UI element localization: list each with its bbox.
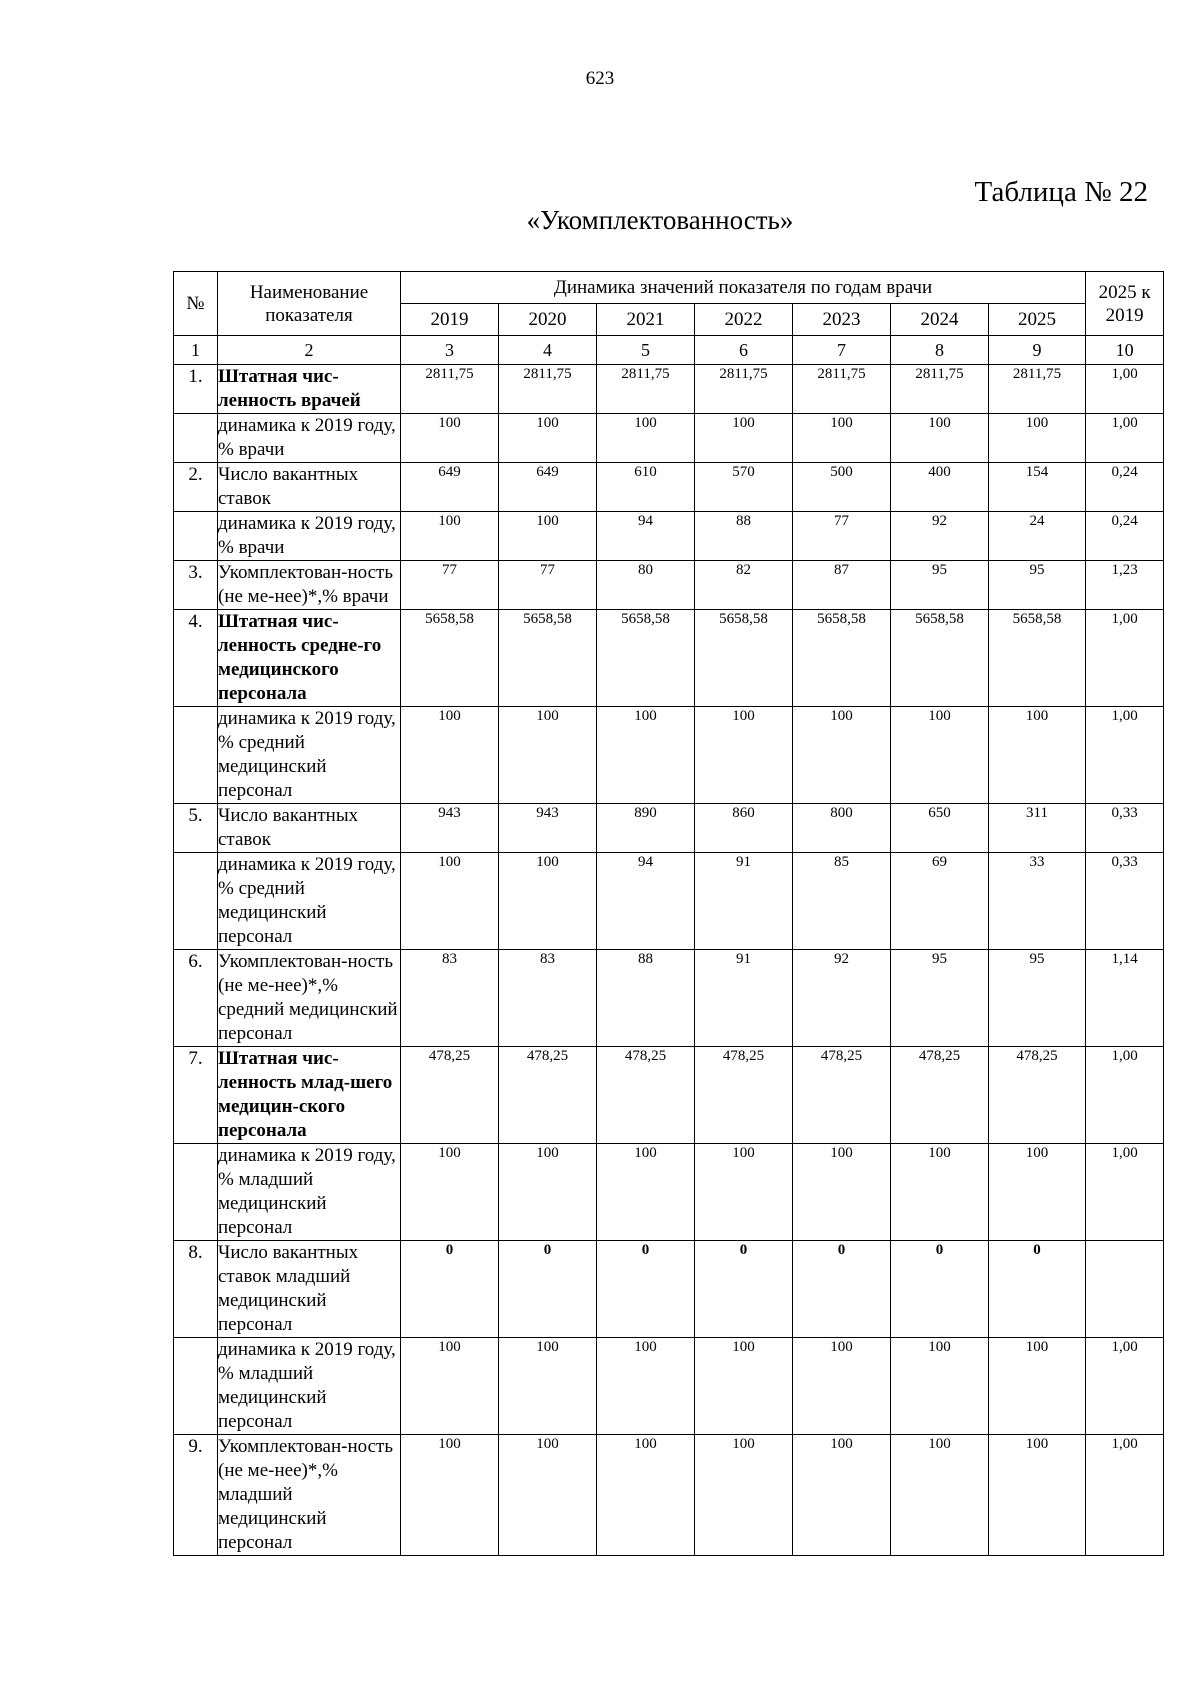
value-2025: 95 bbox=[989, 561, 1086, 610]
column-number: 1 bbox=[174, 336, 218, 365]
value-2025: 100 bbox=[989, 1435, 1086, 1556]
value-2024: 2811,75 bbox=[891, 365, 989, 414]
value-2024: 69 bbox=[891, 853, 989, 950]
value-2021: 94 bbox=[597, 512, 695, 561]
row-number: 7. bbox=[174, 1047, 218, 1144]
ratio-2025-to-2019: 0,33 bbox=[1086, 804, 1164, 853]
value-2020: 100 bbox=[499, 512, 597, 561]
header-name: Наименование показателя bbox=[218, 272, 401, 336]
ratio-2025-to-2019: 1,00 bbox=[1086, 414, 1164, 463]
header-year-2020: 2020 bbox=[499, 304, 597, 336]
value-2021: 100 bbox=[597, 707, 695, 804]
header-year-2024: 2024 bbox=[891, 304, 989, 336]
value-2022: 100 bbox=[695, 1338, 793, 1435]
value-2022: 100 bbox=[695, 414, 793, 463]
value-2025: 33 bbox=[989, 853, 1086, 950]
value-2023: 500 bbox=[793, 463, 891, 512]
value-2022: 82 bbox=[695, 561, 793, 610]
row-number bbox=[174, 1144, 218, 1241]
ratio-2025-to-2019: 1,00 bbox=[1086, 1435, 1164, 1556]
indicator-name: Штатная чис-ленность средне-го медицинского персонала bbox=[218, 610, 401, 707]
indicator-name: Число вакантных ставок bbox=[218, 463, 401, 512]
value-2022: 570 bbox=[695, 463, 793, 512]
table-row bbox=[174, 463, 1164, 512]
value-2022: 91 bbox=[695, 853, 793, 950]
staffing-table bbox=[173, 271, 1164, 1556]
value-2019: 5658,58 bbox=[401, 610, 499, 707]
value-2024: 100 bbox=[891, 1435, 989, 1556]
value-2022: 5658,58 bbox=[695, 610, 793, 707]
ratio-2025-to-2019: 0,33 bbox=[1086, 853, 1164, 950]
value-2023: 0 bbox=[793, 1241, 891, 1338]
value-2025: 0 bbox=[989, 1241, 1086, 1338]
value-2024: 5658,58 bbox=[891, 610, 989, 707]
value-2021: 100 bbox=[597, 1435, 695, 1556]
value-2019: 100 bbox=[401, 512, 499, 561]
table-title: «Укомплектованность» bbox=[526, 205, 794, 235]
table-row bbox=[174, 414, 1164, 463]
page-number: 623 bbox=[585, 68, 615, 89]
ratio-2025-to-2019: 1,00 bbox=[1086, 707, 1164, 804]
value-2021: 0 bbox=[597, 1241, 695, 1338]
value-2020: 100 bbox=[499, 1435, 597, 1556]
value-2021: 100 bbox=[597, 1338, 695, 1435]
table-row bbox=[174, 1241, 1164, 1338]
value-2023: 92 bbox=[793, 950, 891, 1047]
value-2019: 77 bbox=[401, 561, 499, 610]
ratio-2025-to-2019: 1,00 bbox=[1086, 1144, 1164, 1241]
value-2020: 100 bbox=[499, 414, 597, 463]
indicator-name: динамика к 2019 году, % младший медицинский персонал bbox=[218, 1144, 401, 1241]
column-number: 8 bbox=[891, 336, 989, 365]
table-row bbox=[174, 950, 1164, 1047]
value-2022: 0 bbox=[695, 1241, 793, 1338]
value-2019: 83 bbox=[401, 950, 499, 1047]
indicator-name: Укомплектован-ность (не ме-нее)*,% врачи bbox=[218, 561, 401, 610]
header-ratio: 2025 к 2019 bbox=[1086, 272, 1164, 336]
row-number bbox=[174, 707, 218, 804]
value-2020: 478,25 bbox=[499, 1047, 597, 1144]
value-2022: 100 bbox=[695, 1144, 793, 1241]
value-2020: 100 bbox=[499, 1144, 597, 1241]
value-2023: 87 bbox=[793, 561, 891, 610]
value-2022: 100 bbox=[695, 1435, 793, 1556]
value-2020: 0 bbox=[499, 1241, 597, 1338]
table-body bbox=[174, 365, 1164, 1556]
row-number: 8. bbox=[174, 1241, 218, 1338]
value-2023: 5658,58 bbox=[793, 610, 891, 707]
value-2019: 100 bbox=[401, 1435, 499, 1556]
value-2025: 100 bbox=[989, 1144, 1086, 1241]
value-2025: 100 bbox=[989, 414, 1086, 463]
row-number bbox=[174, 414, 218, 463]
indicator-name: динамика к 2019 году, % младший медицинский персонал bbox=[218, 1338, 401, 1435]
value-2019: 0 bbox=[401, 1241, 499, 1338]
value-2020: 100 bbox=[499, 1338, 597, 1435]
row-number: 4. bbox=[174, 610, 218, 707]
value-2023: 77 bbox=[793, 512, 891, 561]
value-2020: 83 bbox=[499, 950, 597, 1047]
value-2023: 85 bbox=[793, 853, 891, 950]
value-2024: 95 bbox=[891, 561, 989, 610]
column-number: 10 bbox=[1086, 336, 1164, 365]
value-2024: 100 bbox=[891, 1338, 989, 1435]
value-2021: 94 bbox=[597, 853, 695, 950]
value-2019: 649 bbox=[401, 463, 499, 512]
table-row bbox=[174, 561, 1164, 610]
indicator-name: Число вакантных ставок bbox=[218, 804, 401, 853]
value-2024: 100 bbox=[891, 707, 989, 804]
row-number: 6. bbox=[174, 950, 218, 1047]
value-2019: 478,25 bbox=[401, 1047, 499, 1144]
column-number: 2 bbox=[218, 336, 401, 365]
value-2019: 943 bbox=[401, 804, 499, 853]
table-row bbox=[174, 707, 1164, 804]
indicator-name: динамика к 2019 году, % средний медицинский персонал bbox=[218, 853, 401, 950]
table-row bbox=[174, 1047, 1164, 1144]
value-2024: 92 bbox=[891, 512, 989, 561]
table-row bbox=[174, 512, 1164, 561]
value-2021: 478,25 bbox=[597, 1047, 695, 1144]
header-year-2019: 2019 bbox=[401, 304, 499, 336]
row-number bbox=[174, 853, 218, 950]
column-number: 5 bbox=[597, 336, 695, 365]
value-2023: 100 bbox=[793, 707, 891, 804]
row-number: 2. bbox=[174, 463, 218, 512]
header-dynamics: Динамика значений показателя по годам врачи bbox=[401, 272, 1086, 304]
header-year-2023: 2023 bbox=[793, 304, 891, 336]
indicator-name: Укомплектован-ность (не ме-нее)*,% младший медицинский персонал bbox=[218, 1435, 401, 1556]
ratio-2025-to-2019 bbox=[1086, 1241, 1164, 1338]
value-2019: 2811,75 bbox=[401, 365, 499, 414]
value-2020: 77 bbox=[499, 561, 597, 610]
value-2020: 5658,58 bbox=[499, 610, 597, 707]
indicator-name: динамика к 2019 году, % врачи bbox=[218, 414, 401, 463]
ratio-2025-to-2019: 1,00 bbox=[1086, 365, 1164, 414]
header-year-2025: 2025 bbox=[989, 304, 1086, 336]
column-number: 4 bbox=[499, 336, 597, 365]
ratio-2025-to-2019: 1,00 bbox=[1086, 1338, 1164, 1435]
value-2024: 100 bbox=[891, 1144, 989, 1241]
value-2019: 100 bbox=[401, 707, 499, 804]
indicator-name: динамика к 2019 году, % средний медицинский персонал bbox=[218, 707, 401, 804]
table-row bbox=[174, 1338, 1164, 1435]
table-row bbox=[174, 853, 1164, 950]
table-row bbox=[174, 1144, 1164, 1241]
value-2019: 100 bbox=[401, 1144, 499, 1241]
value-2025: 95 bbox=[989, 950, 1086, 1047]
value-2021: 610 bbox=[597, 463, 695, 512]
column-numbers-row bbox=[174, 336, 1164, 365]
table-row bbox=[174, 1435, 1164, 1556]
value-2020: 649 bbox=[499, 463, 597, 512]
value-2020: 100 bbox=[499, 853, 597, 950]
value-2022: 88 bbox=[695, 512, 793, 561]
value-2019: 100 bbox=[401, 1338, 499, 1435]
row-number bbox=[174, 1338, 218, 1435]
header-no: № bbox=[174, 272, 218, 336]
value-2025: 311 bbox=[989, 804, 1086, 853]
value-2024: 0 bbox=[891, 1241, 989, 1338]
value-2022: 100 bbox=[695, 707, 793, 804]
value-2023: 100 bbox=[793, 1338, 891, 1435]
value-2023: 800 bbox=[793, 804, 891, 853]
value-2022: 860 bbox=[695, 804, 793, 853]
value-2021: 2811,75 bbox=[597, 365, 695, 414]
indicator-name: Число вакантных ставок младший медицинский персонал bbox=[218, 1241, 401, 1338]
row-number: 5. bbox=[174, 804, 218, 853]
row-number: 9. bbox=[174, 1435, 218, 1556]
row-number bbox=[174, 512, 218, 561]
indicator-name: Штатная чис-ленность млад-шего медицин-ского персонала bbox=[218, 1047, 401, 1144]
header-year-2022: 2022 bbox=[695, 304, 793, 336]
table-row bbox=[174, 610, 1164, 707]
value-2024: 95 bbox=[891, 950, 989, 1047]
value-2025: 154 bbox=[989, 463, 1086, 512]
value-2021: 5658,58 bbox=[597, 610, 695, 707]
value-2024: 400 bbox=[891, 463, 989, 512]
value-2022: 91 bbox=[695, 950, 793, 1047]
ratio-2025-to-2019: 0,24 bbox=[1086, 512, 1164, 561]
value-2020: 943 bbox=[499, 804, 597, 853]
table-header bbox=[174, 272, 1164, 365]
indicator-name: Укомплектован-ность (не ме-нее)*,% средний медицинский персонал bbox=[218, 950, 401, 1047]
value-2023: 2811,75 bbox=[793, 365, 891, 414]
value-2025: 5658,58 bbox=[989, 610, 1086, 707]
row-number: 3. bbox=[174, 561, 218, 610]
value-2023: 100 bbox=[793, 1435, 891, 1556]
value-2025: 24 bbox=[989, 512, 1086, 561]
column-number: 7 bbox=[793, 336, 891, 365]
column-number: 9 bbox=[989, 336, 1086, 365]
column-number: 3 bbox=[401, 336, 499, 365]
table-label: Таблица № 22 bbox=[974, 176, 1148, 208]
value-2020: 2811,75 bbox=[499, 365, 597, 414]
value-2025: 100 bbox=[989, 707, 1086, 804]
table-row bbox=[174, 365, 1164, 414]
value-2022: 478,25 bbox=[695, 1047, 793, 1144]
value-2020: 100 bbox=[499, 707, 597, 804]
value-2021: 100 bbox=[597, 1144, 695, 1241]
value-2021: 890 bbox=[597, 804, 695, 853]
value-2024: 650 bbox=[891, 804, 989, 853]
ratio-2025-to-2019: 1,14 bbox=[1086, 950, 1164, 1047]
ratio-2025-to-2019: 1,23 bbox=[1086, 561, 1164, 610]
value-2019: 100 bbox=[401, 853, 499, 950]
indicator-name: динамика к 2019 году, % врачи bbox=[218, 512, 401, 561]
ratio-2025-to-2019: 1,00 bbox=[1086, 1047, 1164, 1144]
value-2023: 100 bbox=[793, 1144, 891, 1241]
indicator-name: Штатная чис-ленность врачей bbox=[218, 365, 401, 414]
value-2024: 100 bbox=[891, 414, 989, 463]
value-2023: 478,25 bbox=[793, 1047, 891, 1144]
value-2024: 478,25 bbox=[891, 1047, 989, 1144]
table-row bbox=[174, 804, 1164, 853]
value-2019: 100 bbox=[401, 414, 499, 463]
column-number: 6 bbox=[695, 336, 793, 365]
ratio-2025-to-2019: 1,00 bbox=[1086, 610, 1164, 707]
value-2022: 2811,75 bbox=[695, 365, 793, 414]
ratio-2025-to-2019: 0,24 bbox=[1086, 463, 1164, 512]
value-2025: 2811,75 bbox=[989, 365, 1086, 414]
header-year-2021: 2021 bbox=[597, 304, 695, 336]
row-number: 1. bbox=[174, 365, 218, 414]
value-2023: 100 bbox=[793, 414, 891, 463]
value-2025: 478,25 bbox=[989, 1047, 1086, 1144]
value-2021: 88 bbox=[597, 950, 695, 1047]
value-2021: 80 bbox=[597, 561, 695, 610]
value-2021: 100 bbox=[597, 414, 695, 463]
value-2025: 100 bbox=[989, 1338, 1086, 1435]
